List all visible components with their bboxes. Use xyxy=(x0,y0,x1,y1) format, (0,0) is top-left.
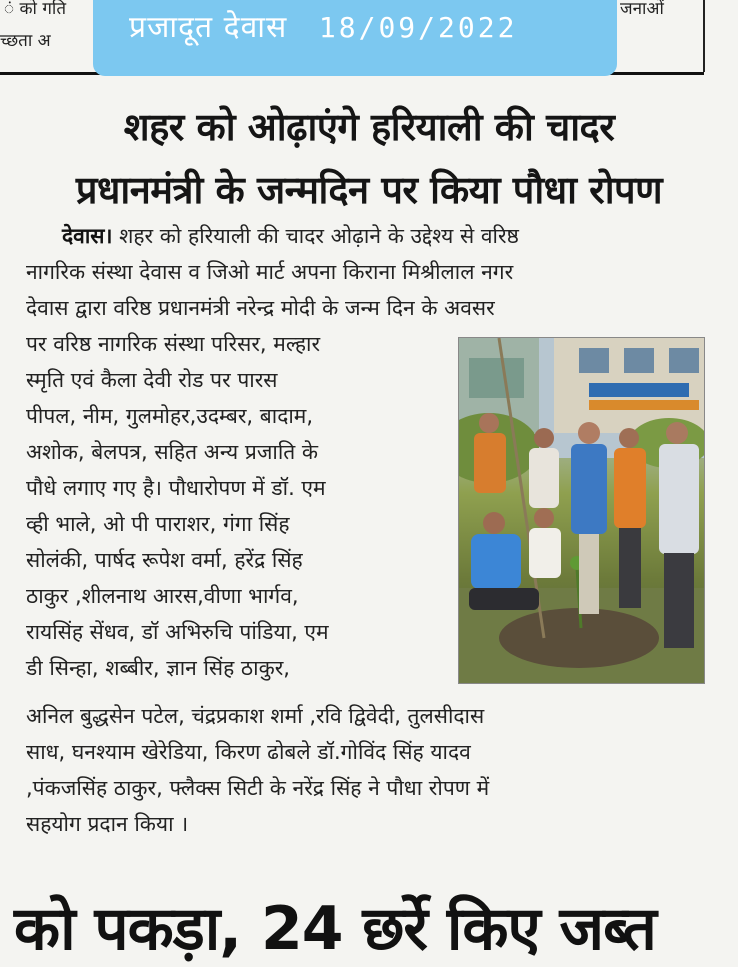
previous-article-line-1-right: जनाओं xyxy=(620,0,664,19)
article-line: पौधे लगाए गए है। पौधारोपण में डॉ. एम xyxy=(26,476,326,500)
next-article-headline: को पकड़ा, 24 छर्रे किए जब्त xyxy=(14,894,656,964)
headline-primary: शहर को ओढ़ाएंगे हरियाली की चादर xyxy=(123,105,615,149)
article-line: डी सिन्हा, शब्बीर, ज्ञान सिंह ठाकुर, xyxy=(26,656,290,680)
dateline: देवास। xyxy=(62,224,113,248)
article-line: नागरिक संस्था देवास व जिओ मार्ट अपना किराना मिश्रीलाल नगर xyxy=(26,260,514,284)
previous-article-line-1: ं को गति xyxy=(4,0,67,19)
article-line: ठाकुर ,शीलनाथ आरस,वीणा भार्गव, xyxy=(26,584,299,608)
article-line: ,पंकजसिंह ठाकुर, फ्लैक्स सिटी के नरेंद्र सिंह ने पौधा रोपण में xyxy=(26,776,490,800)
article-line: स्मृति एवं कैला देवी रोड पर पारस xyxy=(26,368,278,392)
publication-banner xyxy=(93,0,617,76)
article-line: देवास द्वारा वरिष्ठ प्रधानमंत्री नरेन्द्र मोदी के जन्म दिन के अवसर xyxy=(26,296,495,320)
article-line: सोलंकी, पार्षद रूपेश वर्मा, हरेंद्र सिंह xyxy=(26,548,303,572)
article-line: अशोक, बेलपत्र, सहित अन्य प्रजाति के xyxy=(26,440,319,464)
headline-secondary: प्रधानमंत्री के जन्मदिन पर किया पौधा रोपण xyxy=(75,168,663,212)
article-line: शहर को हरियाली की चादर ओढ़ाने के उद्देश्य से वरिष्ठ xyxy=(119,224,519,248)
article-line: अनिल बुद्धसेन पटेल, चंद्रप्रकाश शर्मा ,रवि द्विवेदी, तुलसीदास xyxy=(26,704,485,728)
tree-planting-photo xyxy=(458,337,705,684)
column-rule xyxy=(703,0,705,72)
publication-name: प्रजादूत देवास xyxy=(129,10,288,45)
article-line: रायसिंह सेंधव, डॉ अभिरुचि पांडिया, एम xyxy=(26,620,329,644)
article-line: पर वरिष्ठ नागरिक संस्था परिसर, मल्हार xyxy=(26,332,321,356)
article-first-line xyxy=(62,222,519,250)
article-line: पीपल, नीम, गुलमोहर,उदम्बर, बादाम, xyxy=(26,404,314,428)
previous-article-line-2: च्छता अ xyxy=(0,31,51,51)
article-line: व्ही भाले, ओ पी पाराशर, गंगा सिंह xyxy=(26,512,290,536)
article-line: सहयोग प्रदान किया । xyxy=(26,812,189,836)
article-line: साध, घनश्याम खेरेडिया, किरण ढोबले डॉ.गोविंद सिंह यादव xyxy=(26,740,471,764)
photo-illustration xyxy=(459,338,704,683)
publication-date: 18/09/2022 xyxy=(318,11,518,44)
